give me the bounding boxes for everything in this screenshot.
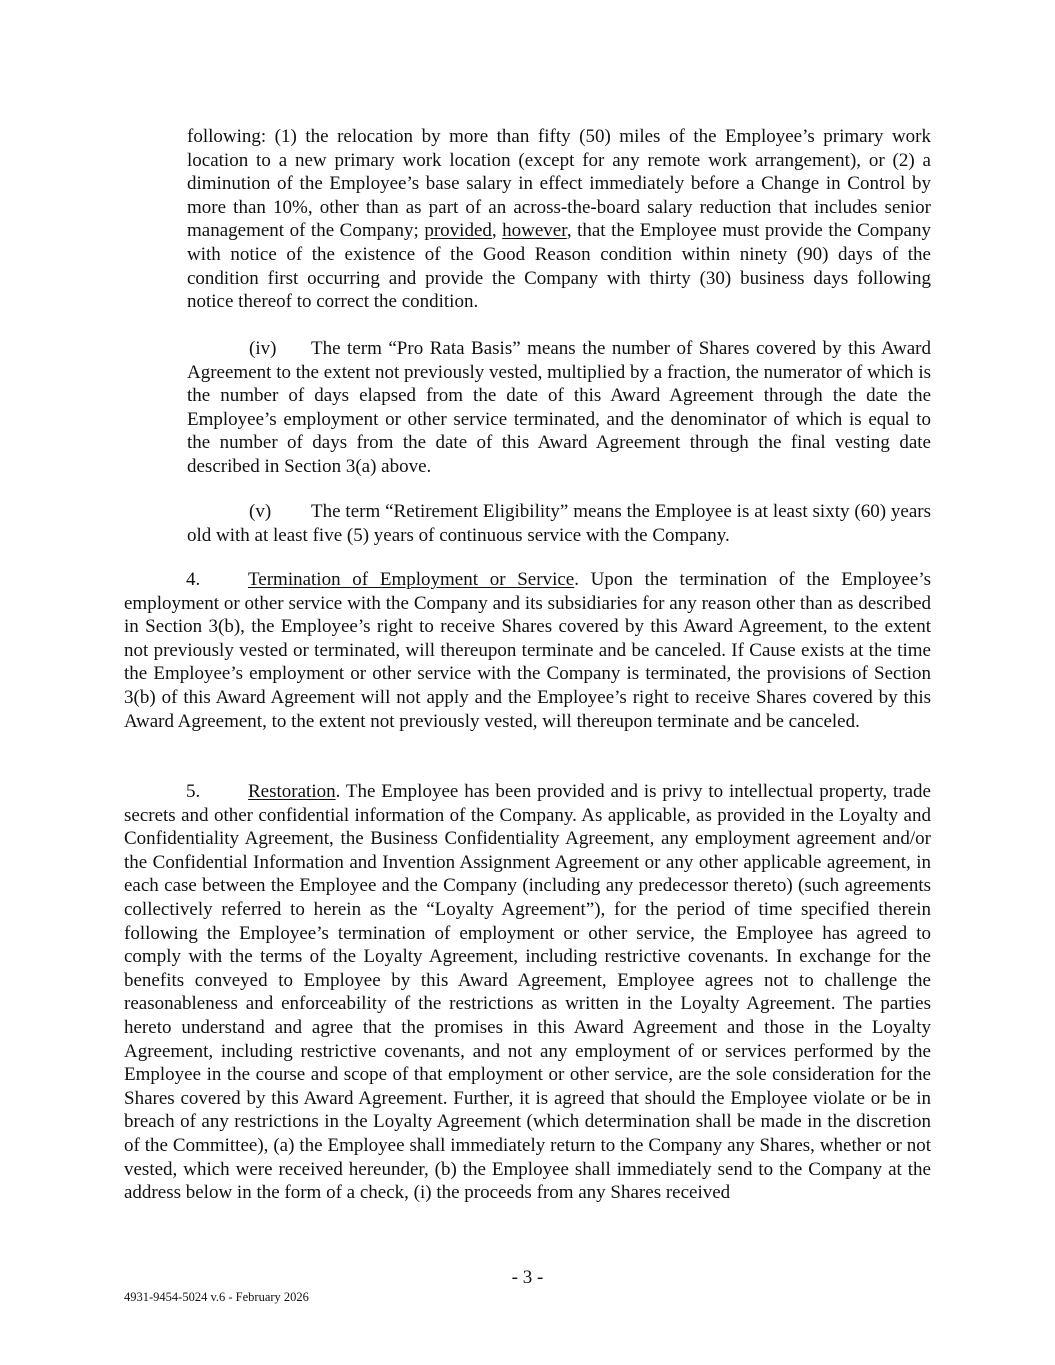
section-4-text: . Upon the termination of the Employee’s employment or other service with the Company and its subsidiaries for any reason other than as described in Section 3(b), the Employee’s right to receive Shares covered by this Award Agreement, to the extent not previously vested or terminated, will thereupon terminate and be canceled. If Cause exists at the time the Employee’s employment or other service with the Company is terminated, the provisions of Section 3(b) of this Award Agreement will not apply and the Employee’s right to receive Shares covered by this Award Agreement, to the extent not previously vested, will thereupon terminate and be canceled. — [124, 569, 931, 732]
clause-label-iv: (iv) — [249, 338, 277, 359]
section-4-termination — [124, 568, 931, 733]
section-5-restoration — [124, 780, 931, 1205]
good-reason-text-before: following: (1) the relocation by more than fifty (50) miles of the Employee’s primary work location to a new primary work location (except for any remote work arrangement), or (2) a diminution of the Employee’s base salary in effect immediately before a Change in Control by more than 10%, other than as part of an across-the-board salary reduction that includes senior management of the Company; — [187, 126, 931, 242]
section-5-heading: Restoration — [248, 781, 336, 802]
comma-separator: , — [491, 220, 503, 242]
paragraph-v-retirement-eligibility — [187, 500, 931, 547]
paragraph-iv-pro-rata-basis — [187, 337, 931, 479]
clause-iv-text: The term “Pro Rata Basis” means the number of Shares covered by this Award Agreement to the extent not previously vested, multiplied by a fraction, the numerator of which is the number of days elapsed from the date of this Award Agreement through the date the Employee’s employment or other service terminated, and the denominator of which is equal to the number of days from the date of this Award Agreement through the final vesting date described in Section 3(a) above. — [187, 338, 931, 477]
clause-label-v: (v) — [249, 501, 272, 522]
paragraph-good-reason-continuation — [187, 125, 931, 314]
however-term: however — [502, 220, 567, 242]
document-id-footer: 4931-9454-5024 v.6 - February 2026 — [124, 1290, 309, 1304]
page-number: - 3 - — [511, 1267, 544, 1288]
section-5-number: 5. — [186, 781, 201, 802]
good-reason-text-after: , that the Employee must provide the Company with notice of the existence of the Good Reason condition within ninety (90) days of the condition first occurring and provide the Company with thirty (30) business days following notice thereof to correct the condition. — [187, 220, 931, 313]
provided-term: provided — [424, 220, 492, 242]
section-5-text: . The Employee has been provided and is privy to intellectual property, trade secrets and other confidential information of the Company. As applicable, as provided in the Loyalty and Confidentiality Agreement, the Business Confidentiality Agreement, any employment agreement and/or the Confidential Information and Invention Assignment Agreement or any other applicable agreement, in each case between the Employee and the Company (including any predecessor thereto) (such agreements collectively referred to herein as the “Loyalty Agreement”), for the period of time specified therein following the Employee’s termination of employment or other service, the Employee has agreed to comply with the terms of the Loyalty Agreement, including restrictive covenants. In exchange for the benefits conveyed to Employee by this Award Agreement, Employee agrees not to challenge the reasonableness and enforceability of the restrictions as written in the Loyalty Agreement. The parties hereto understand and agree that the promises in this Award Agreement and those in the Loyalty Agreement, including restrictive covenants, and not any employment of or services performed by the Employee in the course and scope of that employment or other service, are the sole consideration for the Shares covered by this Award Agreement. Further, it is agreed that should the Employee violate or be in breach of any restrictions in the Loyalty Agreement (which determination shall be made in the discretion of the Committee), (a) the Employee shall immediately return to the Company any Shares, whether or not vested, which were received hereunder, (b) the Employee shall immediately send to the Company at the address below in the form of a check, (i) the proceeds from any Shares received — [124, 781, 931, 1204]
clause-v-text: The term “Retirement Eligibility” means the Employee is at least sixty (60) years old with at least five (5) years of continuous service with the Company. — [187, 501, 931, 546]
section-4-heading: Termination of Employment or Service — [248, 569, 575, 590]
section-4-number: 4. — [186, 569, 201, 590]
